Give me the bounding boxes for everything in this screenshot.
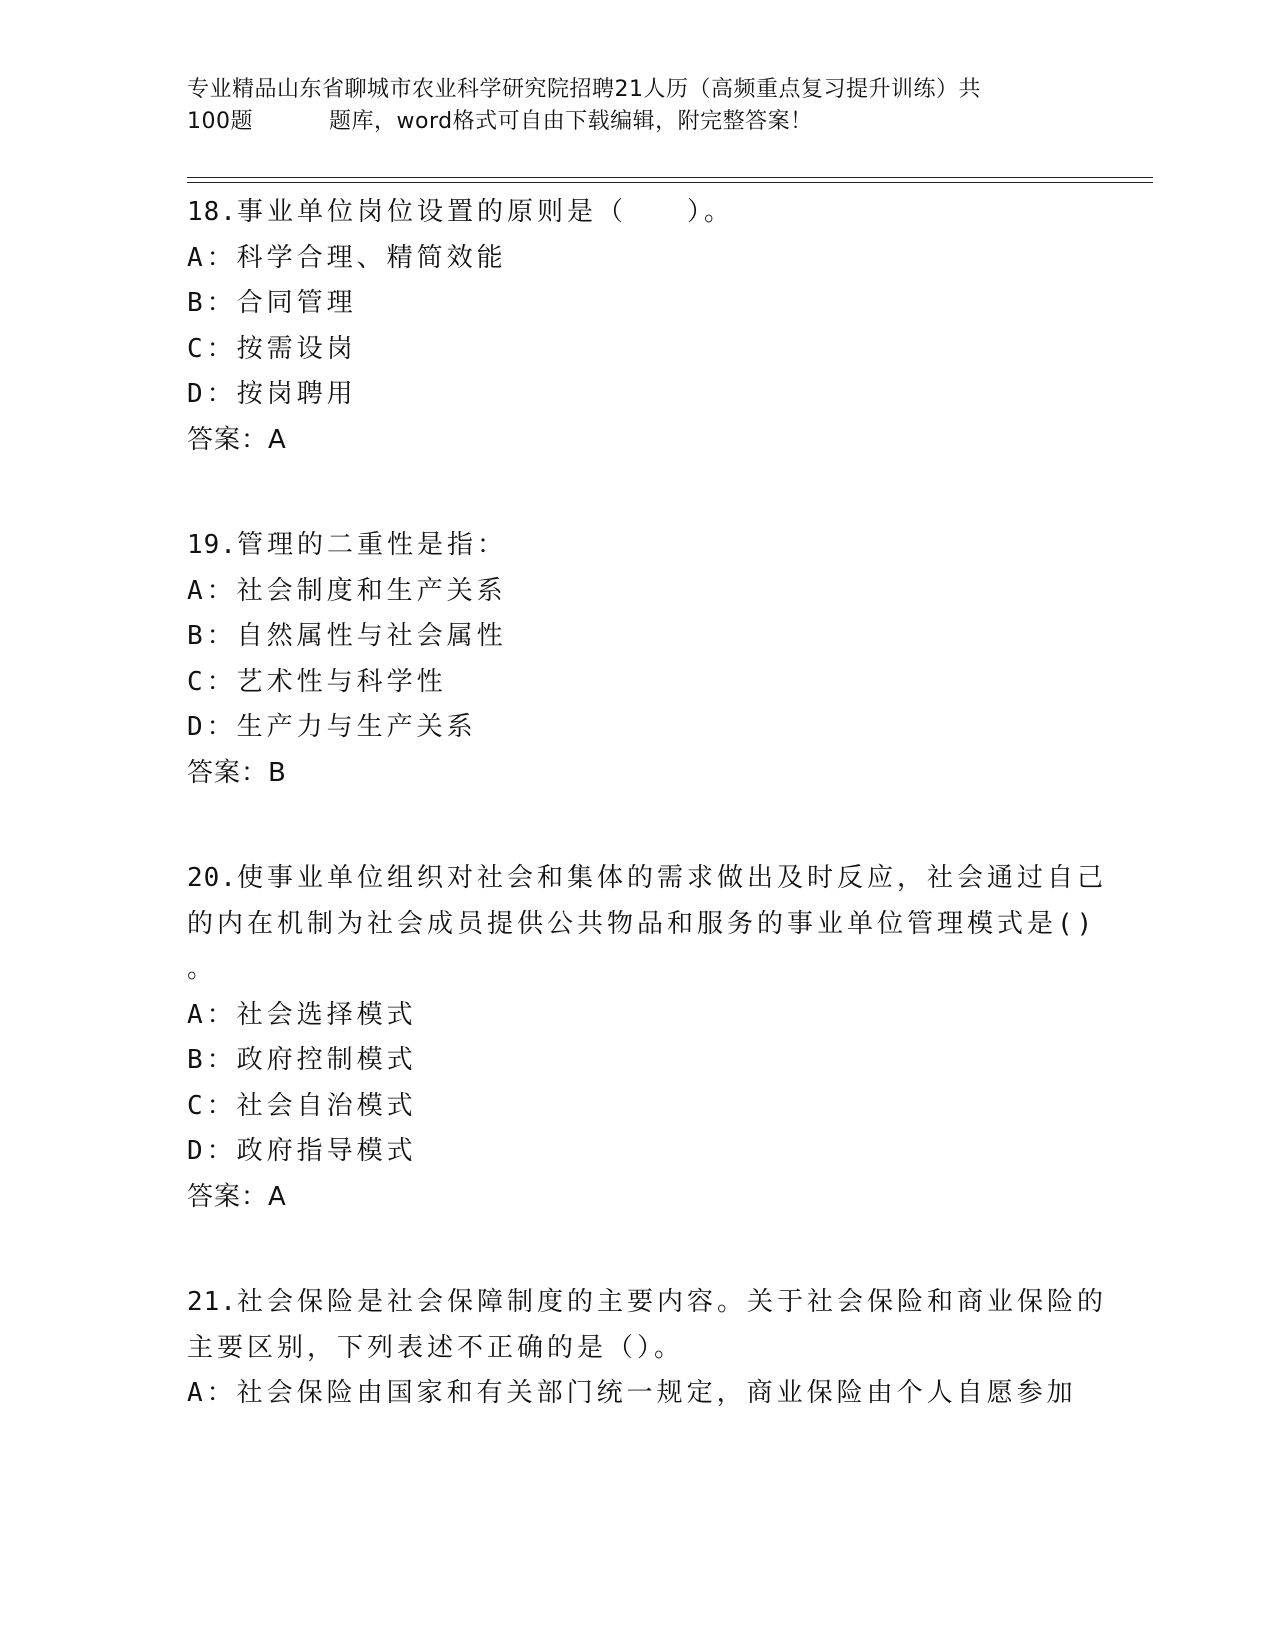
header-divider-bottom xyxy=(187,182,1153,183)
question-21 xyxy=(187,1280,1107,1417)
option-b: B：合同管理 xyxy=(187,288,357,318)
header-question-count: 100题 xyxy=(187,109,253,134)
question-stem-line-2: 主要区别，下列表述不正确的是（）。 xyxy=(187,1332,685,1363)
option-b: B：自然属性与社会属性 xyxy=(187,621,507,651)
question-20 xyxy=(187,856,1107,1220)
header-line-2-text: 题库，word格式可自由下载编辑，附完整答案！ xyxy=(329,109,813,134)
option-d: D：按岗聘用 xyxy=(187,379,357,409)
option-c: C：艺术性与科学性 xyxy=(187,666,447,697)
question-stem-line-1 xyxy=(187,856,1107,902)
option-c: C：社会自治模式 xyxy=(187,1090,417,1121)
question-stem xyxy=(187,523,1087,569)
document-header xyxy=(187,74,1087,138)
question-list xyxy=(187,190,1107,1417)
question-stem xyxy=(187,190,1087,236)
question-number: 20. xyxy=(187,863,237,893)
question-stem-line-3: 。 xyxy=(187,954,218,984)
option-a: A：社会选择模式 xyxy=(187,999,417,1030)
question-text: 事业单位岗位设置的原则是（ ）。 xyxy=(236,197,734,227)
option-b: B：政府控制模式 xyxy=(187,1045,417,1075)
option-d: D：政府指导模式 xyxy=(187,1136,417,1166)
question-18 xyxy=(187,190,1087,463)
answer: 答案：A xyxy=(187,1181,287,1212)
question-number: 18. xyxy=(187,197,237,227)
question-stem-line-1 xyxy=(187,1280,1107,1326)
header-line-2 xyxy=(187,106,1087,138)
question-text: 管理的二重性是指： xyxy=(236,530,507,560)
answer: 答案：B xyxy=(187,757,287,788)
question-19 xyxy=(187,523,1087,796)
header-line-1: 专业精品山东省聊城市农业科学研究院招聘21人历（高频重点复习提升训练）共 xyxy=(187,77,981,102)
option-a: A：科学合理、精简效能 xyxy=(187,242,507,273)
option-a: A：社会保险由国家和有关部门统一规定，商业保险由个人自愿参加 xyxy=(187,1378,1077,1408)
question-stem-line-2: 的内在机制为社会成员提供公共物品和服务的事业单位管理模式是() xyxy=(187,908,1097,939)
answer: 答案：A xyxy=(187,424,287,455)
option-a: A：社会制度和生产关系 xyxy=(187,575,507,606)
question-text: 社会保险是社会保障制度的主要内容。关于社会保险和商业保险的 xyxy=(236,1287,1107,1317)
question-text: 使事业单位组织对社会和集体的需求做出及时反应，社会通过自己 xyxy=(236,863,1107,893)
question-number: 21. xyxy=(187,1287,237,1317)
option-c: C：按需设岗 xyxy=(187,333,357,364)
header-divider-top xyxy=(187,177,1153,178)
option-d: D：生产力与生产关系 xyxy=(187,712,477,742)
question-number: 19. xyxy=(187,530,237,560)
